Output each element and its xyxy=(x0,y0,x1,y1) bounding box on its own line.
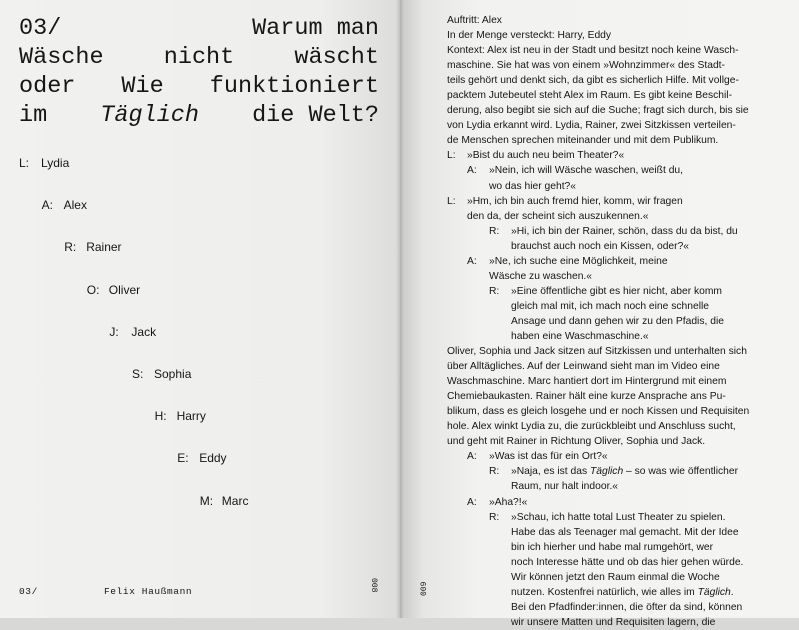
book-gutter xyxy=(396,0,404,618)
italic-name: Täglich xyxy=(589,466,624,478)
line-text: gleich mal mit, ich mach noch eine schnelle xyxy=(511,300,710,312)
line-text: »Nein, ich will Wäsche waschen, weißt du, xyxy=(489,165,684,177)
text-line xyxy=(447,103,777,118)
text-line xyxy=(447,585,777,600)
speaker-label: R: xyxy=(489,285,500,297)
cast-name: Harry xyxy=(176,409,206,424)
title-line-4: im Täglich die Welt? xyxy=(19,102,379,129)
cast-member xyxy=(109,325,156,339)
cast-name: Rainer xyxy=(86,240,122,255)
cast-member xyxy=(42,198,87,212)
cast-member xyxy=(132,367,191,381)
text-line xyxy=(447,239,777,254)
line-text: Wir können jetzt den Raum einmal die Woche xyxy=(511,571,720,583)
dialogue-line xyxy=(447,224,777,239)
speaker-label: A: xyxy=(467,255,477,267)
italic-name: Täglich xyxy=(697,586,731,598)
text-line xyxy=(447,540,777,555)
line-text: »Eine öffentliche gibt es hier nicht, aber komm xyxy=(511,285,723,297)
line-text: »Naja, es ist das xyxy=(511,466,590,478)
text-line xyxy=(447,329,777,344)
title-line-1: 03/ Warum man xyxy=(19,15,379,42)
cast-member xyxy=(64,240,121,254)
line-text: blikum, dass es gleich losgehe und er noch Kissen und Requisiten xyxy=(447,406,750,418)
line-text: derung, also begibt sie sich auf die Suche; fragt sich durch, bis sie xyxy=(447,105,749,117)
line-text: »Hm, ich bin auch fremd hier, komm, wir fragen xyxy=(467,195,683,207)
text-line xyxy=(447,179,777,194)
cast-label: A: xyxy=(41,198,53,213)
page-number-left: 008 xyxy=(369,578,378,593)
cast-list xyxy=(0,0,400,560)
title-line-3: oder Wie funktioniert xyxy=(19,73,379,100)
speaker-label: L: xyxy=(447,150,456,162)
dialogue-line xyxy=(447,163,777,178)
cast-name: Marc xyxy=(221,493,249,508)
line-text: Wäsche zu waschen.« xyxy=(489,270,593,282)
text-line xyxy=(447,359,777,374)
text-line xyxy=(447,299,777,314)
cast-label: R: xyxy=(64,240,77,255)
line-text: »Schau, ich hatte total Lust Theater zu spielen. xyxy=(511,511,726,523)
cast-member xyxy=(200,494,249,508)
text-line xyxy=(447,600,777,615)
speaker-label: R: xyxy=(489,466,500,478)
text-line xyxy=(447,344,777,359)
dialogue-line xyxy=(447,510,777,525)
footer-author: Felix Haußmann xyxy=(104,586,193,597)
text-line xyxy=(447,615,777,630)
line-text: »Bist du auch neu beim Theater?« xyxy=(467,150,625,162)
speaker-label: L: xyxy=(447,195,456,207)
line-text: hole. Alex winkt Lydia zu, die zurückbleibt und Anschluss sucht, xyxy=(447,421,736,433)
line-text: »Was ist das für ein Ort?« xyxy=(489,451,608,463)
text-line xyxy=(447,28,777,43)
line-text: nutzen. Kostenfrei natürlich, wie alles im xyxy=(511,586,698,598)
line-text: haben eine Waschmaschine.« xyxy=(511,330,649,342)
speaker-label: R: xyxy=(489,225,500,237)
line-text: wo das hier geht?« xyxy=(489,180,577,192)
line-text: Raum, nur halt indoor.« xyxy=(511,481,619,493)
dialogue-line xyxy=(447,254,777,269)
cast-name: Eddy xyxy=(199,451,227,466)
cast-name: Sophia xyxy=(154,367,192,381)
text-line xyxy=(447,58,777,73)
text-line xyxy=(447,570,777,585)
text-line xyxy=(447,133,777,148)
line-text: maschine. Sie hat was von einem »Wohnzimmer« des Stadt- xyxy=(447,60,725,72)
line-text: noch Interesse hätte und ob das hier gehen würde. xyxy=(511,556,744,568)
text-line xyxy=(447,374,777,389)
line-text: »Hi, ich bin der Rainer, schön, dass du da bist, du xyxy=(511,225,738,237)
line-text: Chemiebaukasten. Rainer hält eine kurze Ansprache ans Pu- xyxy=(447,391,726,403)
speaker-label: A: xyxy=(467,496,477,508)
cast-name: Alex xyxy=(63,198,87,213)
speaker-label: A: xyxy=(467,451,477,463)
title-line-2: Wäsche nicht wäscht xyxy=(19,44,379,71)
dialogue-line xyxy=(447,495,777,510)
line-text: In der Menge versteckt: Harry, Eddy xyxy=(447,30,612,42)
cast-label: M: xyxy=(199,493,214,508)
text-line xyxy=(447,404,777,419)
line-text: Auftritt: Alex xyxy=(447,15,502,26)
line-text: brauchst auch noch ein Kissen, oder?« xyxy=(511,240,690,252)
right-page xyxy=(400,0,799,628)
cast-label: E: xyxy=(177,451,189,466)
line-text: teils gehört und denkt sich, da gibt es sicherlich Hilfe. Mit vollge- xyxy=(447,75,739,87)
line-text: bin ich hierher und habe mal rumgehört, wer xyxy=(511,541,714,553)
text-line xyxy=(447,43,777,58)
cast-label: S: xyxy=(132,367,144,381)
page-number-right: 009 xyxy=(420,581,429,596)
cast-member xyxy=(155,409,206,423)
line-text: Oliver, Sophia und Jack sitzen auf Sitzkissen und unterhalten sich xyxy=(447,346,747,358)
text-line xyxy=(447,118,777,133)
title-italic-word: Täglich xyxy=(100,102,199,129)
cast-label: J: xyxy=(109,324,119,339)
line-text: »Aha?!« xyxy=(489,496,528,508)
line-text: Kontext: Alex ist neu in der Stadt und besitzt noch keine Wasch- xyxy=(447,45,739,57)
dialogue-line xyxy=(447,449,777,464)
cast-name: Lydia xyxy=(41,156,70,170)
line-text: »Ne, ich suche eine Möglichkeit, meine xyxy=(489,255,668,267)
text-line xyxy=(447,13,777,28)
script-text xyxy=(447,13,777,630)
cast-name: Oliver xyxy=(108,282,141,297)
left-page xyxy=(0,0,400,618)
dialogue-line xyxy=(447,284,777,299)
text-line xyxy=(447,389,777,404)
dialogue-line xyxy=(447,148,777,163)
text-line xyxy=(447,73,777,88)
line-text: den da, der scheint sich auszukennen.« xyxy=(467,210,649,222)
line-text: über Alltägliches. Auf der Leinwand sieht man im Video eine xyxy=(447,361,720,373)
line-text: de Menschen sprechen miteinander und mit dem Publikum. xyxy=(447,135,719,147)
line-text: Ansage und dann gehen wir zu den Pfadis, die xyxy=(511,315,724,327)
text-line xyxy=(447,479,777,494)
line-text-after: – so was wie öffentlicher xyxy=(623,466,739,478)
text-line xyxy=(447,434,777,449)
text-line xyxy=(447,525,777,540)
line-text-after: . xyxy=(730,586,734,598)
line-text: Bei den Pfadfinder:innen, die öfter da sind, können xyxy=(511,601,743,613)
cast-member xyxy=(19,156,69,170)
dialogue-line xyxy=(447,464,777,479)
line-text: packtem Jutebeutel steht Alex im Raum. Es gibt keine Beschil- xyxy=(447,90,733,102)
line-text: und geht mit Rainer in Richtung Oliver, Sophia und Jack. xyxy=(447,436,706,448)
cast-member xyxy=(177,451,226,465)
line-text: Waschmaschine. Marc hantiert dort im Hintergrund mit einem xyxy=(447,376,727,388)
cast-member xyxy=(87,283,140,297)
line-text: Habe das als Teenager mal gemacht. Mit der Idee xyxy=(511,526,739,538)
footer-section: 03/ xyxy=(19,586,38,597)
line-text: von Lydia erkannt wird. Lydia, Rainer, zwei Sitzkissen verteilen- xyxy=(447,120,736,132)
cast-label: O: xyxy=(86,282,100,297)
dialogue-line xyxy=(447,194,777,209)
speaker-label: A: xyxy=(467,165,477,177)
speaker-label: R: xyxy=(489,511,500,523)
cast-name: Jack xyxy=(131,324,157,339)
text-line xyxy=(447,88,777,103)
text-line xyxy=(447,269,777,284)
line-text: wir unsere Matten und Requisiten lagern, die xyxy=(511,616,716,628)
text-line xyxy=(447,209,777,224)
text-line xyxy=(447,419,777,434)
cast-label: H: xyxy=(154,409,167,424)
text-line xyxy=(447,555,777,570)
cast-label: L: xyxy=(19,156,30,170)
text-line xyxy=(447,314,777,329)
